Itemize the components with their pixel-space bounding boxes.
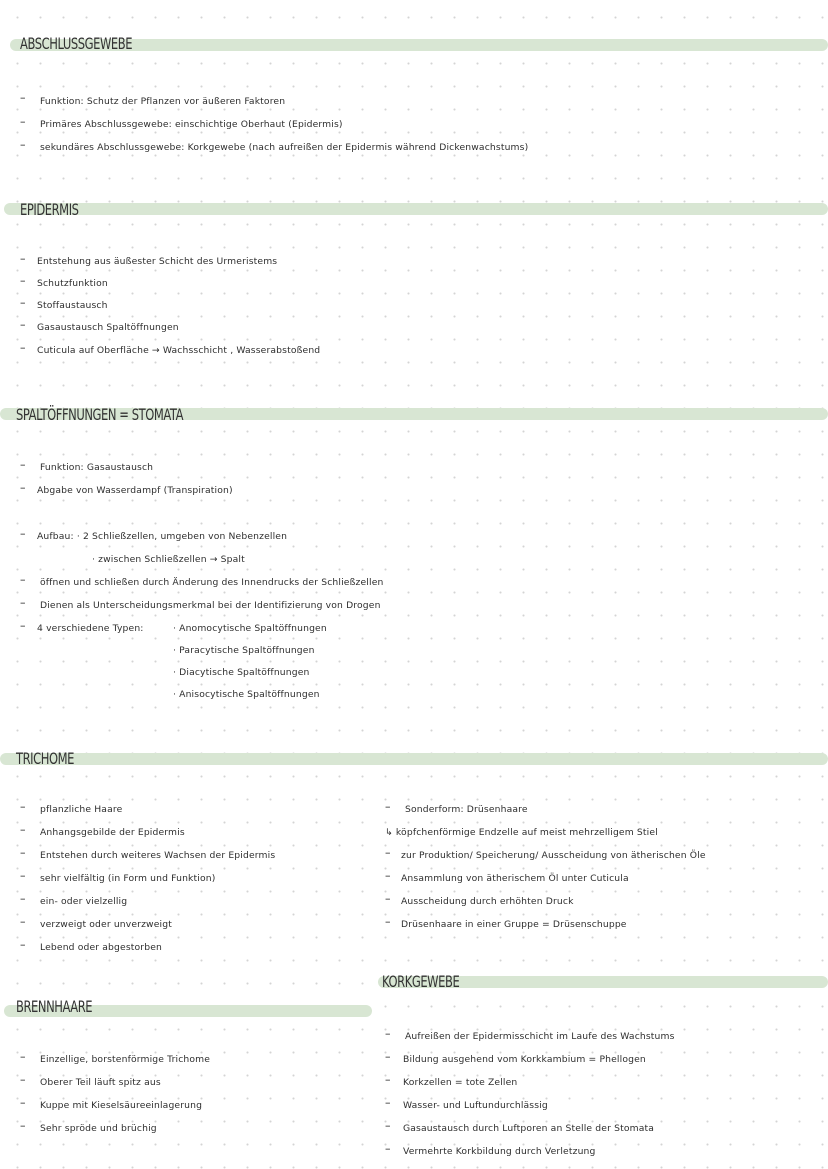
- list-item: sehr vielfältig (in Form und Funktion): [40, 873, 216, 884]
- bullet-dash: –: [20, 296, 26, 309]
- list-item: Primäres Abschlussgewebe: einschichtige Oberhaut (Epidermis): [40, 119, 343, 130]
- list-item: Drüsenhaare in einer Gruppe = Drüsenschuppe: [401, 919, 627, 930]
- heading-korkgewebe: KORKGEWEBE: [382, 972, 460, 991]
- bullet-dash: –: [385, 1096, 391, 1109]
- list-item: Bildung ausgehend vom Korkkambium = Phellogen: [403, 1054, 646, 1065]
- bullet-dash: –: [20, 138, 26, 151]
- list-item: Ausscheidung durch erhöhten Druck: [401, 896, 574, 907]
- bullet-dash: –: [20, 823, 26, 836]
- heading-trichome: TRICHOME: [16, 749, 74, 768]
- list-item: Schutzfunktion: [37, 278, 108, 289]
- bullet-dash: –: [20, 1050, 26, 1063]
- bullet-dash: –: [20, 869, 26, 882]
- bullet-dash: –: [20, 341, 26, 354]
- list-item: · Diacytische Spaltöffnungen: [173, 667, 310, 678]
- bullet-dash: –: [20, 527, 26, 540]
- list-item: Aufreißen der Epidermisschicht im Laufe des Wachstums: [405, 1031, 675, 1042]
- list-item: Abgabe von Wasserdampf (Transpiration): [37, 485, 233, 496]
- list-item: Sehr spröde und brüchig: [40, 1123, 157, 1134]
- bullet-dash: –: [20, 1073, 26, 1086]
- heading-abschlussgewebe: ABSCHLUSSGEWEBE: [20, 34, 133, 53]
- heading-epidermis: EPIDERMIS: [20, 200, 79, 219]
- bullet-dash: –: [385, 1119, 391, 1132]
- list-item: Anhangsgebilde der Epidermis: [40, 827, 185, 838]
- list-item: Gasaustausch durch Luftporen an Stelle der Stomata: [403, 1123, 655, 1134]
- list-item: Entstehen durch weiteres Wachsen der Epidermis: [40, 850, 276, 861]
- list-item: Einzellige, borstenförmige Trichome: [40, 1054, 211, 1065]
- bullet-dash: –: [20, 573, 26, 586]
- bullet-dash: –: [20, 91, 26, 104]
- bullet-dash: –: [20, 892, 26, 905]
- bullet-dash: –: [385, 1073, 391, 1086]
- heading-brennhaare: BRENNHAARE: [16, 997, 93, 1016]
- list-item: · Paracytische Spaltöffnungen: [173, 645, 315, 656]
- list-item: zur Produktion/ Speicherung/ Ausscheidung von ätherischen Öle: [401, 850, 706, 861]
- bullet-dash: –: [20, 915, 26, 928]
- bullet-dash: –: [20, 846, 26, 859]
- heading-highlight-abschluss: [10, 39, 828, 51]
- heading-highlight-epidermis: [4, 203, 828, 215]
- bullet-dash: –: [20, 938, 26, 951]
- bullet-dash: –: [20, 458, 26, 471]
- list-item: Cuticula auf Oberfläche → Wachsschicht , Wasserabstoßend: [37, 345, 321, 356]
- list-item: ↳ köpfchenförmige Endzelle auf meist mehrzelligem Stiel: [385, 827, 658, 838]
- bullet-dash: –: [385, 869, 391, 882]
- list-item: ein- oder vielzellig: [40, 896, 128, 907]
- bullet-dash: –: [385, 915, 391, 928]
- list-item: Entstehung aus äußester Schicht des Urmeristems: [37, 256, 278, 267]
- list-item: Aufbau: · 2 Schließzellen, umgeben von Nebenzellen: [37, 531, 288, 542]
- bullet-dash: –: [385, 1027, 391, 1040]
- list-item: Gasaustausch Spaltöffnungen: [37, 322, 179, 333]
- list-item: Lebend oder abgestorben: [40, 942, 162, 953]
- list-item: Wasser- und Luftundurchlässig: [403, 1100, 548, 1111]
- bullet-dash: –: [385, 846, 391, 859]
- bullet-dash: –: [20, 800, 26, 813]
- list-item: verzweigt oder unverzweigt: [40, 919, 172, 930]
- bullet-dash: –: [20, 318, 26, 331]
- list-item: · Anisocytische Spaltöffnungen: [173, 689, 320, 700]
- bullet-dash: –: [20, 115, 26, 128]
- list-item: Sonderform: Drüsenhaare: [405, 804, 528, 815]
- list-item: Ansammlung von ätherischem Öl unter Cuticula: [401, 873, 629, 884]
- list-item: 4 verschiedene Typen:: [37, 623, 144, 634]
- bullet-dash: –: [20, 481, 26, 494]
- bullet-dash: –: [385, 1142, 391, 1155]
- list-item: Funktion: Schutz der Pflanzen vor äußeren Faktoren: [40, 96, 286, 107]
- list-item: Oberer Teil läuft spitz aus: [40, 1077, 161, 1088]
- bullet-dash: –: [20, 1096, 26, 1109]
- list-item: Vermehrte Korkbildung durch Verletzung: [403, 1146, 596, 1157]
- list-item: Kuppe mit Kieselsäureeinlagerung: [40, 1100, 203, 1111]
- bullet-dash: –: [385, 1050, 391, 1063]
- list-item: sekundäres Abschlussgewebe: Korkgewebe (nach aufreißen der Epidermis während Dickenwachstums): [40, 142, 529, 153]
- list-item: Stoffaustausch: [37, 300, 108, 311]
- list-item: Funktion: Gasaustausch: [40, 462, 154, 473]
- bullet-dash: –: [20, 252, 26, 265]
- list-item: öffnen und schließen durch Änderung des Innendrucks der Schließzellen: [40, 577, 384, 588]
- bullet-dash: –: [20, 1119, 26, 1132]
- bullet-dash: –: [20, 619, 26, 632]
- list-item: · zwischen Schließzellen → Spalt: [92, 554, 245, 565]
- bullet-dash: –: [385, 800, 391, 813]
- bullet-dash: –: [20, 274, 26, 287]
- list-item: Dienen als Unterscheidungsmerkmal bei der Identifizierung von Drogen: [40, 600, 381, 611]
- bullet-dash: –: [385, 892, 391, 905]
- bullet-dash: –: [20, 596, 26, 609]
- list-item: · Anomocytische Spaltöffnungen: [173, 623, 327, 634]
- heading-stomata: SPALTÖFFNUNGEN = STOMATA: [16, 405, 184, 424]
- list-item: Korkzellen = tote Zellen: [403, 1077, 518, 1088]
- heading-highlight-trichome: [0, 753, 828, 765]
- list-item: pflanzliche Haare: [40, 804, 123, 815]
